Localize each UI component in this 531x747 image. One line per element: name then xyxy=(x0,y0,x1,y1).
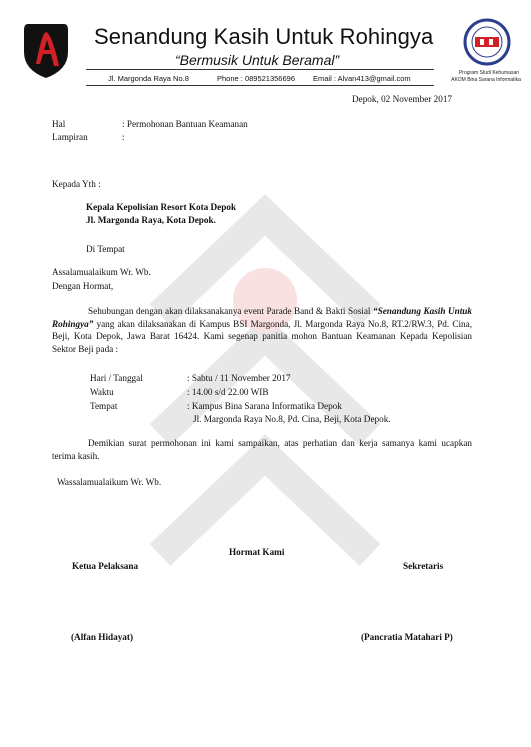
organization-tagline: “Bermusik Untuk Beramal” xyxy=(175,52,340,68)
detail-label-time: Waktu xyxy=(90,387,114,397)
detail-value-place: : Kampus Bina Sarana Informatika Depok xyxy=(187,401,342,411)
closing-paragraph: Demikian surat permohonan ini kami sampaikan, atas perhatian dan kerja samanya kami ucapkan terima kasih. xyxy=(52,438,472,461)
detail-value-time: : 14.00 s/d 22.00 WIB xyxy=(187,387,269,397)
header-address: Jl. Margonda Raya No.8 xyxy=(108,74,189,83)
signature-right-name: (Pancratia Matahari P) xyxy=(361,632,453,642)
header-email: Email : Alvan413@gmail.com xyxy=(313,74,411,83)
hal-value: : Permohonan Bantuan Keamanan xyxy=(122,119,248,129)
institution-name: AKOM Bina Sarana Informatika xyxy=(451,77,521,83)
detail-value-date: : Sabtu / 11 November 2017 xyxy=(187,373,291,383)
wassalam: Wassalamualaikum Wr. Wb. xyxy=(57,477,162,487)
signature-left-name: (Alfan Hidayat) xyxy=(71,632,134,642)
di-tempat: Di Tempat xyxy=(86,244,125,254)
organization-name: Senandung Kasih Untuk Rohingya xyxy=(94,24,434,49)
kepada-yth: Kepada Yth : xyxy=(52,179,101,189)
recipient-line1: Kepala Kepolisian Resort Kota Depok xyxy=(86,202,237,212)
recipient-line2: Jl. Margonda Raya, Kota Depok. xyxy=(86,215,216,225)
body-lead: Sehubungan dengan akan dilaksanakanya event Parade Band & Bakti Sosial xyxy=(88,306,371,316)
bsi-logo xyxy=(458,18,516,76)
hal-label: Hal xyxy=(52,119,66,129)
letter-date: Depok, 02 November 2017 xyxy=(352,94,453,104)
program-name: Program Studi Kehumasan xyxy=(458,70,520,76)
detail-label-date: Hari / Tanggal xyxy=(90,373,143,383)
dengan-hormat: Dengan Hormat, xyxy=(52,281,114,291)
header-phone: Phone : 089521356696 xyxy=(217,74,295,83)
detail-value-place-address: Jl. Margonda Raya No.8, Pd. Cina, Beji, Kota Depok. xyxy=(193,414,391,424)
body-paragraph xyxy=(52,305,472,355)
hormat-kami: Hormat Kami xyxy=(229,547,285,557)
header-rule-bottom xyxy=(86,85,434,86)
lampiran-label: Lampiran xyxy=(52,132,88,142)
lampiran-value: : xyxy=(122,132,125,142)
event-name: “Senandung Kasih Untuk Rohingya” xyxy=(52,306,472,329)
detail-label-place: Tempat xyxy=(90,401,118,411)
watermark-logo xyxy=(140,185,390,585)
organization-logo xyxy=(22,22,70,80)
header-rule-top xyxy=(86,69,434,70)
signature-left-role: Ketua Pelaksana xyxy=(72,561,139,571)
body-rest: yang akan dilaksanakan di Kampus BSI Margonda, Jl. Margonda Raya No.8, RT.2/RW.3, Pd. Cina, Beji, Kota Depok, Jawa Barat 16424. Kami segenap panitia mohon Bantuan Keamanan Kepada Kepolisian Sektor Beji pada : xyxy=(52,318,472,354)
signature-right-role: Sekretaris xyxy=(403,561,444,571)
salam: Assalamualaikum Wr. Wb. xyxy=(52,267,151,277)
